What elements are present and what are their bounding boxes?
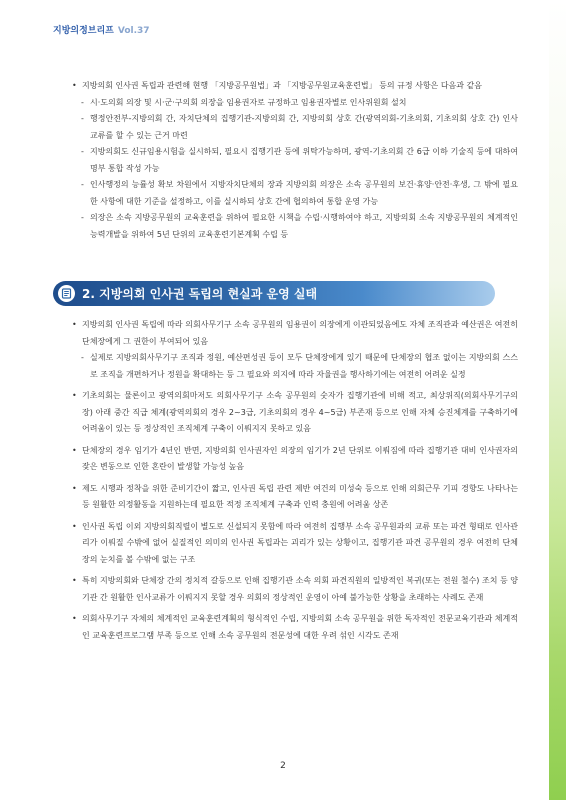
decorative-side-gradient [549, 0, 566, 800]
dash-subitem: - 의장은 소속 지방공무원의 교육훈련을 위하여 필요한 시책을 수립·시행하여야 하고, 지방의회 소속 지방공무원의 체계적인 능력개발을 위하여 5년 단위의 교육훈련기본계획 수립 등 [70, 210, 518, 243]
bullet-item: • 특히 지방의회와 단체장 간의 정치적 갈등으로 인해 집행기관 소속 의회 파견직원의 일방적인 복귀(또는 전원 철수) 조치 등 양 기관 간 원활한 인사교류가 이뤄지지 못할 경우 의회의 정상적인 운영이 아예 불가능한 상황을 초래하는 사례도 존재 [70, 573, 518, 606]
dash-subitem: - 행정안전부-지방의회 간, 자치단체의 집행기관-지방의회 간, 지방의회 상호 간(광역의회-기초의회, 기초의회 상호 간) 인사교류를 할 수 있는 근거 마련 [70, 111, 518, 144]
bullet-item: • 기초의회는 물론이고 광역의회마저도 의회사무기구 소속 공무원의 숫자가 집행기관에 비해 적고, 최상위직(의회사무기구의 장) 아래 중간 직급 체계(광역의회의 경우 2~3급, 기초의회의 경우 4~5급) 부존재 등으로 인해 자체 승진체계를 구축하기에 어려움이 있는 등 정상적인 조직체계 구축이 이뤄지지 못하고 있음 [70, 388, 518, 438]
bullet-item: • 지방의회 인사권 독립과 관련해 현행 「지방공무원법」과 「지방공무원교육훈련법」 등의 규정 사항은 다음과 같음 [70, 78, 518, 95]
section-title [82, 285, 317, 302]
section2-content [70, 317, 518, 644]
section-number: 2. [82, 287, 95, 301]
bullet-item: • 지방의회 인사권 독립에 따라 의회사무기구 소속 공무원의 임용권이 의장에게 이관되었음에도 자체 조직관과 예산권은 여전히 단체장에게 그 권한이 부여되어 있음 [70, 317, 518, 350]
page-number: 2 [280, 761, 286, 771]
volume-label: Vol.37 [117, 26, 150, 36]
page-header [53, 23, 150, 36]
dash-subitem: - 실제로 지방의회사무기구 조직과 정원, 예산편성권 등이 모두 단체장에게 있기 때문에 단체장의 협조 없이는 지방의회 스스로 조직을 개편하거나 정원을 확대하는 등 그 필요와 의지에 따라 자율권을 행사하기에는 여전히 어려운 실정 [70, 350, 518, 383]
dash-subitem: - 지방의회도 신규임용시험을 실시하되, 필요시 집행기관 등에 위탁가능하며, 광역-기초의회 간 6급 이하 기술직 등에 대하여 명부 통합 작성 가능 [70, 144, 518, 177]
publication-title: 지방의정브리프 [53, 26, 114, 36]
bullet-item: • 인사권 독립 이외 지방의회직렬이 별도로 신설되지 못함에 따라 여전히 집행부 소속 공무원과의 교류 또는 파견 형태로 인사관리가 이뤄질 수밖에 없어 실질적인 의미의 인사권 독립과는 괴리가 있는 상황이고, 집행기관 파견 공무원의 경우 여전히 단체장의 눈치를 볼 수밖에 없는 구조 [70, 519, 518, 569]
dash-subitem: - 인사행정의 능률성 확보 차원에서 지방자치단체의 장과 지방의회 의장은 소속 공무원의 보건·휴양·안전·후생, 그 밖에 필요한 사항에 대한 기준을 설정하고, 이를 실시하되 상호 간에 협의하여 통합 운영 가능 [70, 177, 518, 210]
bullet-item: • 단체장의 경우 임기가 4년인 반면, 지방의회 인사권자인 의장의 임기가 2년 단위로 이뤄짐에 따라 집행기관 대비 인사권자의 잦은 변동으로 인한 혼란이 발생할 가능성 높음 [70, 443, 518, 476]
bullet-item: • 제도 시행과 정착을 위한 준비기간이 짧고, 인사권 독립 관련 제반 여건의 미성숙 등으로 인해 의회근무 기피 경향도 나타나는 등 원활한 의정활동을 지원하는데 필요한 적정 조직체계 구축과 인력 충원에 어려움 상존 [70, 481, 518, 514]
section-title-text: 지방의회 인사권 독립의 현실과 운영 실태 [99, 287, 318, 301]
section-heading-bar [53, 281, 495, 306]
section1-content [70, 78, 518, 243]
bullet-item: • 의회사무기구 자체의 체계적인 교육훈련계획의 형식적인 수립, 지방의회 소속 공무원을 위한 독자적인 전문교육기관과 체계적인 교육훈련프로그램 부족 등으로 인해 소속 공무원의 전문성에 대한 우려 섞인 시각도 존재 [70, 611, 518, 644]
dash-subitem: - 시·도의회 의장 및 시·군·구의회 의장을 임용권자로 규정하고 임용권자별로 인사위원회 설치 [70, 95, 518, 112]
document-icon [58, 285, 75, 302]
